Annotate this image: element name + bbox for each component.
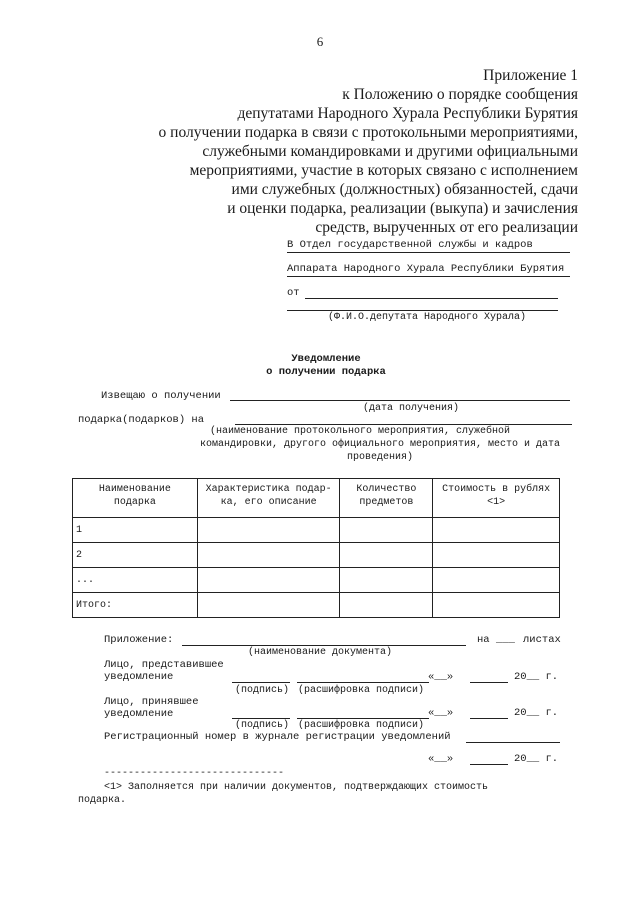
- gifts-label: подарка(подарков) на: [78, 414, 205, 426]
- addressee-underline: [287, 252, 570, 253]
- from-label: от: [287, 287, 300, 299]
- appendix-line: ими служебных (должностных) обязанностей, сдачи: [231, 181, 578, 198]
- receiver-decode-hint: (расшифровка подписи): [298, 720, 425, 731]
- receiver-label-2: уведомление: [104, 708, 174, 720]
- col-header-name: Наименование подарка: [73, 479, 198, 518]
- total-label: Итого:: [73, 593, 198, 618]
- table-cell[interactable]: [433, 518, 560, 543]
- receiver-date-year[interactable]: 20__ г.: [514, 707, 559, 719]
- col-header-description: Характеристика подар- ка, его описание: [197, 479, 340, 518]
- appendix-title: Приложение 1: [483, 67, 578, 84]
- presenter-signature-field[interactable]: [232, 682, 290, 683]
- table-cell[interactable]: [340, 593, 433, 618]
- attachment-hint: (наименование документа): [248, 647, 393, 658]
- table-row: [73, 568, 560, 593]
- date-hint: (дата получения): [363, 403, 460, 414]
- attachment-label: Приложение:: [104, 634, 174, 646]
- table-cell[interactable]: [197, 593, 340, 618]
- registration-label: Регистрационный номер в журнале регистрации уведомлений: [104, 731, 451, 743]
- table-cell[interactable]: [197, 543, 340, 568]
- event-hint-3: проведения): [347, 452, 414, 463]
- receiver-signature-field[interactable]: [232, 718, 290, 719]
- presenter-sign-hint: (подпись): [235, 685, 290, 696]
- appendix-line: мероприятиями, участие в которых связано с исполнением: [189, 162, 578, 179]
- table-total-row: [73, 593, 560, 618]
- registration-date-year[interactable]: 20__ г.: [514, 753, 559, 765]
- notice-title: Уведомление: [291, 353, 361, 365]
- gifts-table: [72, 478, 560, 618]
- addressee-underline: [287, 276, 570, 277]
- registration-date-day[interactable]: «__»: [428, 753, 454, 765]
- attachment-sheets: листах: [523, 634, 561, 646]
- attachment-sheets-count[interactable]: ___: [496, 634, 515, 646]
- event-hint-1: (наименование протокольного мероприятия, служебной: [210, 426, 511, 437]
- receiver-date-day[interactable]: «__»: [428, 707, 454, 719]
- addressee-line-2: Аппарата Народного Хурала Республики Бурятия: [287, 263, 565, 275]
- appendix-line: служебными командировками и другими официальными: [202, 143, 578, 160]
- presenter-name-field[interactable]: [297, 682, 429, 683]
- presenter-date-month[interactable]: [470, 682, 508, 683]
- row-label: 2: [73, 543, 198, 568]
- receiver-date-month[interactable]: [470, 718, 508, 719]
- appendix-line: о получении подарка в связи с протокольными мероприятиями,: [158, 124, 578, 141]
- appendix-line: к Положению о порядке сообщения: [342, 86, 578, 103]
- notice-subtitle: о получении подарка: [266, 366, 386, 378]
- registration-date-month[interactable]: [470, 764, 508, 765]
- from-field-line-2[interactable]: [287, 310, 558, 311]
- from-hint: (Ф.И.О.депутата Народного Хурала): [328, 312, 527, 323]
- from-field[interactable]: [305, 298, 558, 299]
- attachment-on: на: [477, 634, 490, 646]
- table-cell[interactable]: [340, 543, 433, 568]
- appendix-line: депутатами Народного Хурала Республики Бурятия: [237, 105, 578, 122]
- attachment-field[interactable]: [182, 645, 466, 646]
- presenter-label-1: Лицо, представившее: [104, 659, 224, 671]
- receiver-name-field[interactable]: [297, 718, 429, 719]
- table-cell[interactable]: [433, 568, 560, 593]
- table-row: [73, 518, 560, 543]
- table-cell[interactable]: [197, 568, 340, 593]
- table-cell[interactable]: [340, 518, 433, 543]
- row-label: ...: [73, 568, 198, 593]
- presenter-date-day[interactable]: «__»: [428, 671, 454, 683]
- table-header-row: [73, 479, 560, 518]
- table-cell[interactable]: [197, 518, 340, 543]
- row-label: 1: [73, 518, 198, 543]
- registration-number-field[interactable]: [466, 742, 560, 743]
- appendix-line: средств, вырученных от его реализации: [315, 219, 578, 236]
- receiver-sign-hint: (подпись): [235, 720, 290, 731]
- event-hint-2: командировки, другого официального мероприятия, место и дата: [200, 439, 561, 450]
- appendix-line: и оценки подарка, реализации (выкупа) и зачисления: [227, 200, 578, 217]
- receiver-label-1: Лицо, принявшее: [104, 696, 199, 708]
- footnote-separator: ------------------------------: [104, 768, 285, 779]
- table-cell[interactable]: [433, 543, 560, 568]
- footnote-line-1: <1> Заполняется при наличии документов, подтверждающих стоимость: [104, 782, 489, 793]
- notice-intro: Извещаю о получении: [101, 390, 221, 402]
- table-row: [73, 543, 560, 568]
- col-header-quantity: Количество предметов: [340, 479, 433, 518]
- presenter-date-year[interactable]: 20__ г.: [514, 671, 559, 683]
- footnote-line-2: подарка.: [78, 795, 127, 806]
- page-number: 6: [316, 34, 324, 49]
- date-received-field[interactable]: [230, 400, 570, 401]
- addressee-line-1: В Отдел государственной службы и кадров: [287, 239, 533, 251]
- table-cell[interactable]: [340, 568, 433, 593]
- presenter-label-2: уведомление: [104, 671, 174, 683]
- table-cell[interactable]: [433, 593, 560, 618]
- col-header-cost: Стоимость в рублях <1>: [433, 479, 560, 518]
- event-field[interactable]: [235, 424, 572, 425]
- presenter-decode-hint: (расшифровка подписи): [298, 685, 425, 696]
